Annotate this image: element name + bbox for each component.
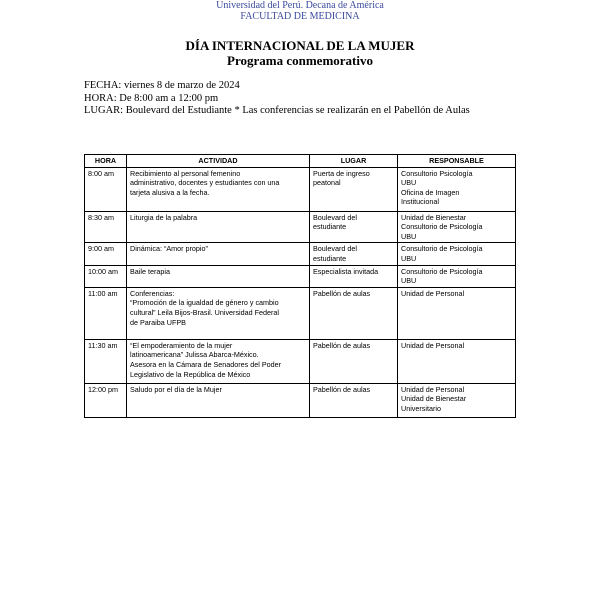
cell-responsable: [398, 339, 516, 383]
table-row: [85, 243, 516, 265]
cell-lugar: [310, 265, 398, 287]
responsable-line: Unidad de Personal: [401, 288, 465, 298]
lugar-line: Especialista invitada: [313, 266, 379, 276]
program-table: [84, 154, 516, 418]
actividad-line: latinoamericana” Julissa Abarca-México.: [130, 350, 259, 360]
responsable-line: Unidad de Personal: [401, 384, 465, 394]
table-row: [85, 383, 516, 417]
cell-responsable: [398, 243, 516, 265]
table-row: [85, 339, 516, 383]
responsable-line: UBU: [401, 253, 417, 263]
header-hora: HORA: [85, 155, 127, 168]
actividad-line: Recibimiento al personal femenino: [130, 168, 241, 178]
actividad-line: Baile terapia: [130, 266, 170, 276]
cell-lugar: [310, 211, 398, 243]
event-info: [84, 80, 470, 118]
info-lugar: LUGAR: Boulevard del Estudiante * Las conferencias se realizarán en el Pabellón de Aulas: [84, 105, 470, 116]
responsable-line: Unidad de Bienestar: [401, 212, 467, 222]
cell-lugar: [310, 243, 398, 265]
table-row: [85, 167, 516, 211]
cell-responsable: [398, 211, 516, 243]
cell-lugar: [310, 167, 398, 211]
lugar-line: Pabellón de aulas: [313, 340, 371, 350]
actividad-line: cultural” Leila Bijos-Brasil. Universidad Federal: [130, 307, 280, 317]
title-block: [0, 38, 600, 68]
responsable-line: Universitario: [401, 403, 441, 413]
lugar-line: Boulevard del: [313, 244, 357, 254]
responsable-line: Unidad de Personal: [401, 340, 465, 350]
university-name: Universidad del Perú. Decana de América: [216, 0, 384, 11]
table-header-row: [85, 155, 516, 168]
page-subtitle: Programa conmemorativo: [227, 53, 373, 68]
responsable-line: Unidad de Bienestar: [401, 394, 467, 404]
cell-actividad: [127, 167, 310, 211]
faculty-name: FACULTAD DE MEDICINA: [240, 11, 360, 22]
table-row: [85, 211, 516, 243]
lugar-line: Pabellón de aulas: [313, 288, 371, 298]
header-responsable: RESPONSABLE: [398, 155, 516, 168]
lugar-line: estudiante: [313, 253, 347, 263]
cell-responsable: [398, 383, 516, 417]
actividad-line: “Promoción de la igualdad de género y cambio: [130, 298, 279, 308]
responsable-line: Consultorio de Psicología: [401, 244, 483, 254]
cell-responsable: [398, 287, 516, 339]
actividad-line: Asesora en la Cámara de Senadores del Poder: [130, 359, 282, 369]
responsable-line: Consultorio Psicología: [401, 168, 473, 178]
table-body: [85, 167, 516, 417]
responsable-line: Oficina de Imagen: [401, 187, 460, 197]
table-row: [85, 265, 516, 287]
cell-hora: 11:30 am: [85, 339, 127, 383]
actividad-line: de Paraiba UFPB: [130, 317, 186, 327]
cell-hora: 8:30 am: [85, 211, 127, 243]
cell-actividad: [127, 383, 310, 417]
cell-hora: 10:00 am: [85, 265, 127, 287]
cell-responsable: [398, 265, 516, 287]
lugar-line: Pabellón de aulas: [313, 384, 371, 394]
responsable-line: UBU: [401, 178, 417, 188]
lugar-line: peatonal: [313, 178, 341, 188]
responsable-line: Consultorio de Psicología: [401, 222, 483, 232]
cell-lugar: [310, 339, 398, 383]
cell-actividad: [127, 211, 310, 243]
cell-hora: 9:00 am: [85, 243, 127, 265]
cell-responsable: [398, 167, 516, 211]
actividad-line: Dinámica: “Amor propio”: [130, 244, 208, 254]
document-header: [0, 0, 600, 22]
actividad-line: administrativo, docentes y estudiantes con una: [130, 178, 280, 188]
actividad-line: Liturgia de la palabra: [130, 212, 198, 222]
actividad-line: tarjeta alusiva a la fecha.: [130, 187, 210, 197]
lugar-line: Boulevard del: [313, 212, 357, 222]
responsable-line: Consultorio de Psicología: [401, 266, 483, 276]
cell-actividad: [127, 287, 310, 339]
actividad-line: Legislativo de la República de México: [130, 369, 251, 379]
header-actividad: ACTIVIDAD: [127, 155, 310, 168]
cell-hora: 11:00 am: [85, 287, 127, 339]
cell-lugar: [310, 287, 398, 339]
table-row: [85, 287, 516, 339]
actividad-line: Saludo por el día de la Mujer: [130, 384, 222, 394]
header-lugar: LUGAR: [310, 155, 398, 168]
cell-hora: 8:00 am: [85, 167, 127, 211]
info-fecha: FECHA: viernes 8 de marzo de 2024: [84, 80, 240, 91]
responsable-line: Institucional: [401, 197, 439, 207]
responsable-line: UBU: [401, 276, 417, 286]
lugar-line: estudiante: [313, 222, 347, 232]
responsable-line: UBU: [401, 231, 417, 241]
lugar-line: Puerta de ingreso: [313, 168, 370, 178]
cell-actividad: [127, 243, 310, 265]
cell-lugar: [310, 383, 398, 417]
actividad-line: “El empoderamiento de la mujer: [130, 340, 233, 350]
actividad-line: Conferencias:: [130, 288, 175, 298]
page-title: DÍA INTERNACIONAL DE LA MUJER: [185, 38, 415, 53]
info-hora: HORA: De 8:00 am a 12:00 pm: [84, 92, 219, 104]
cell-actividad: [127, 265, 310, 287]
cell-hora: 12:00 pm: [85, 383, 127, 417]
cell-actividad: [127, 339, 310, 383]
